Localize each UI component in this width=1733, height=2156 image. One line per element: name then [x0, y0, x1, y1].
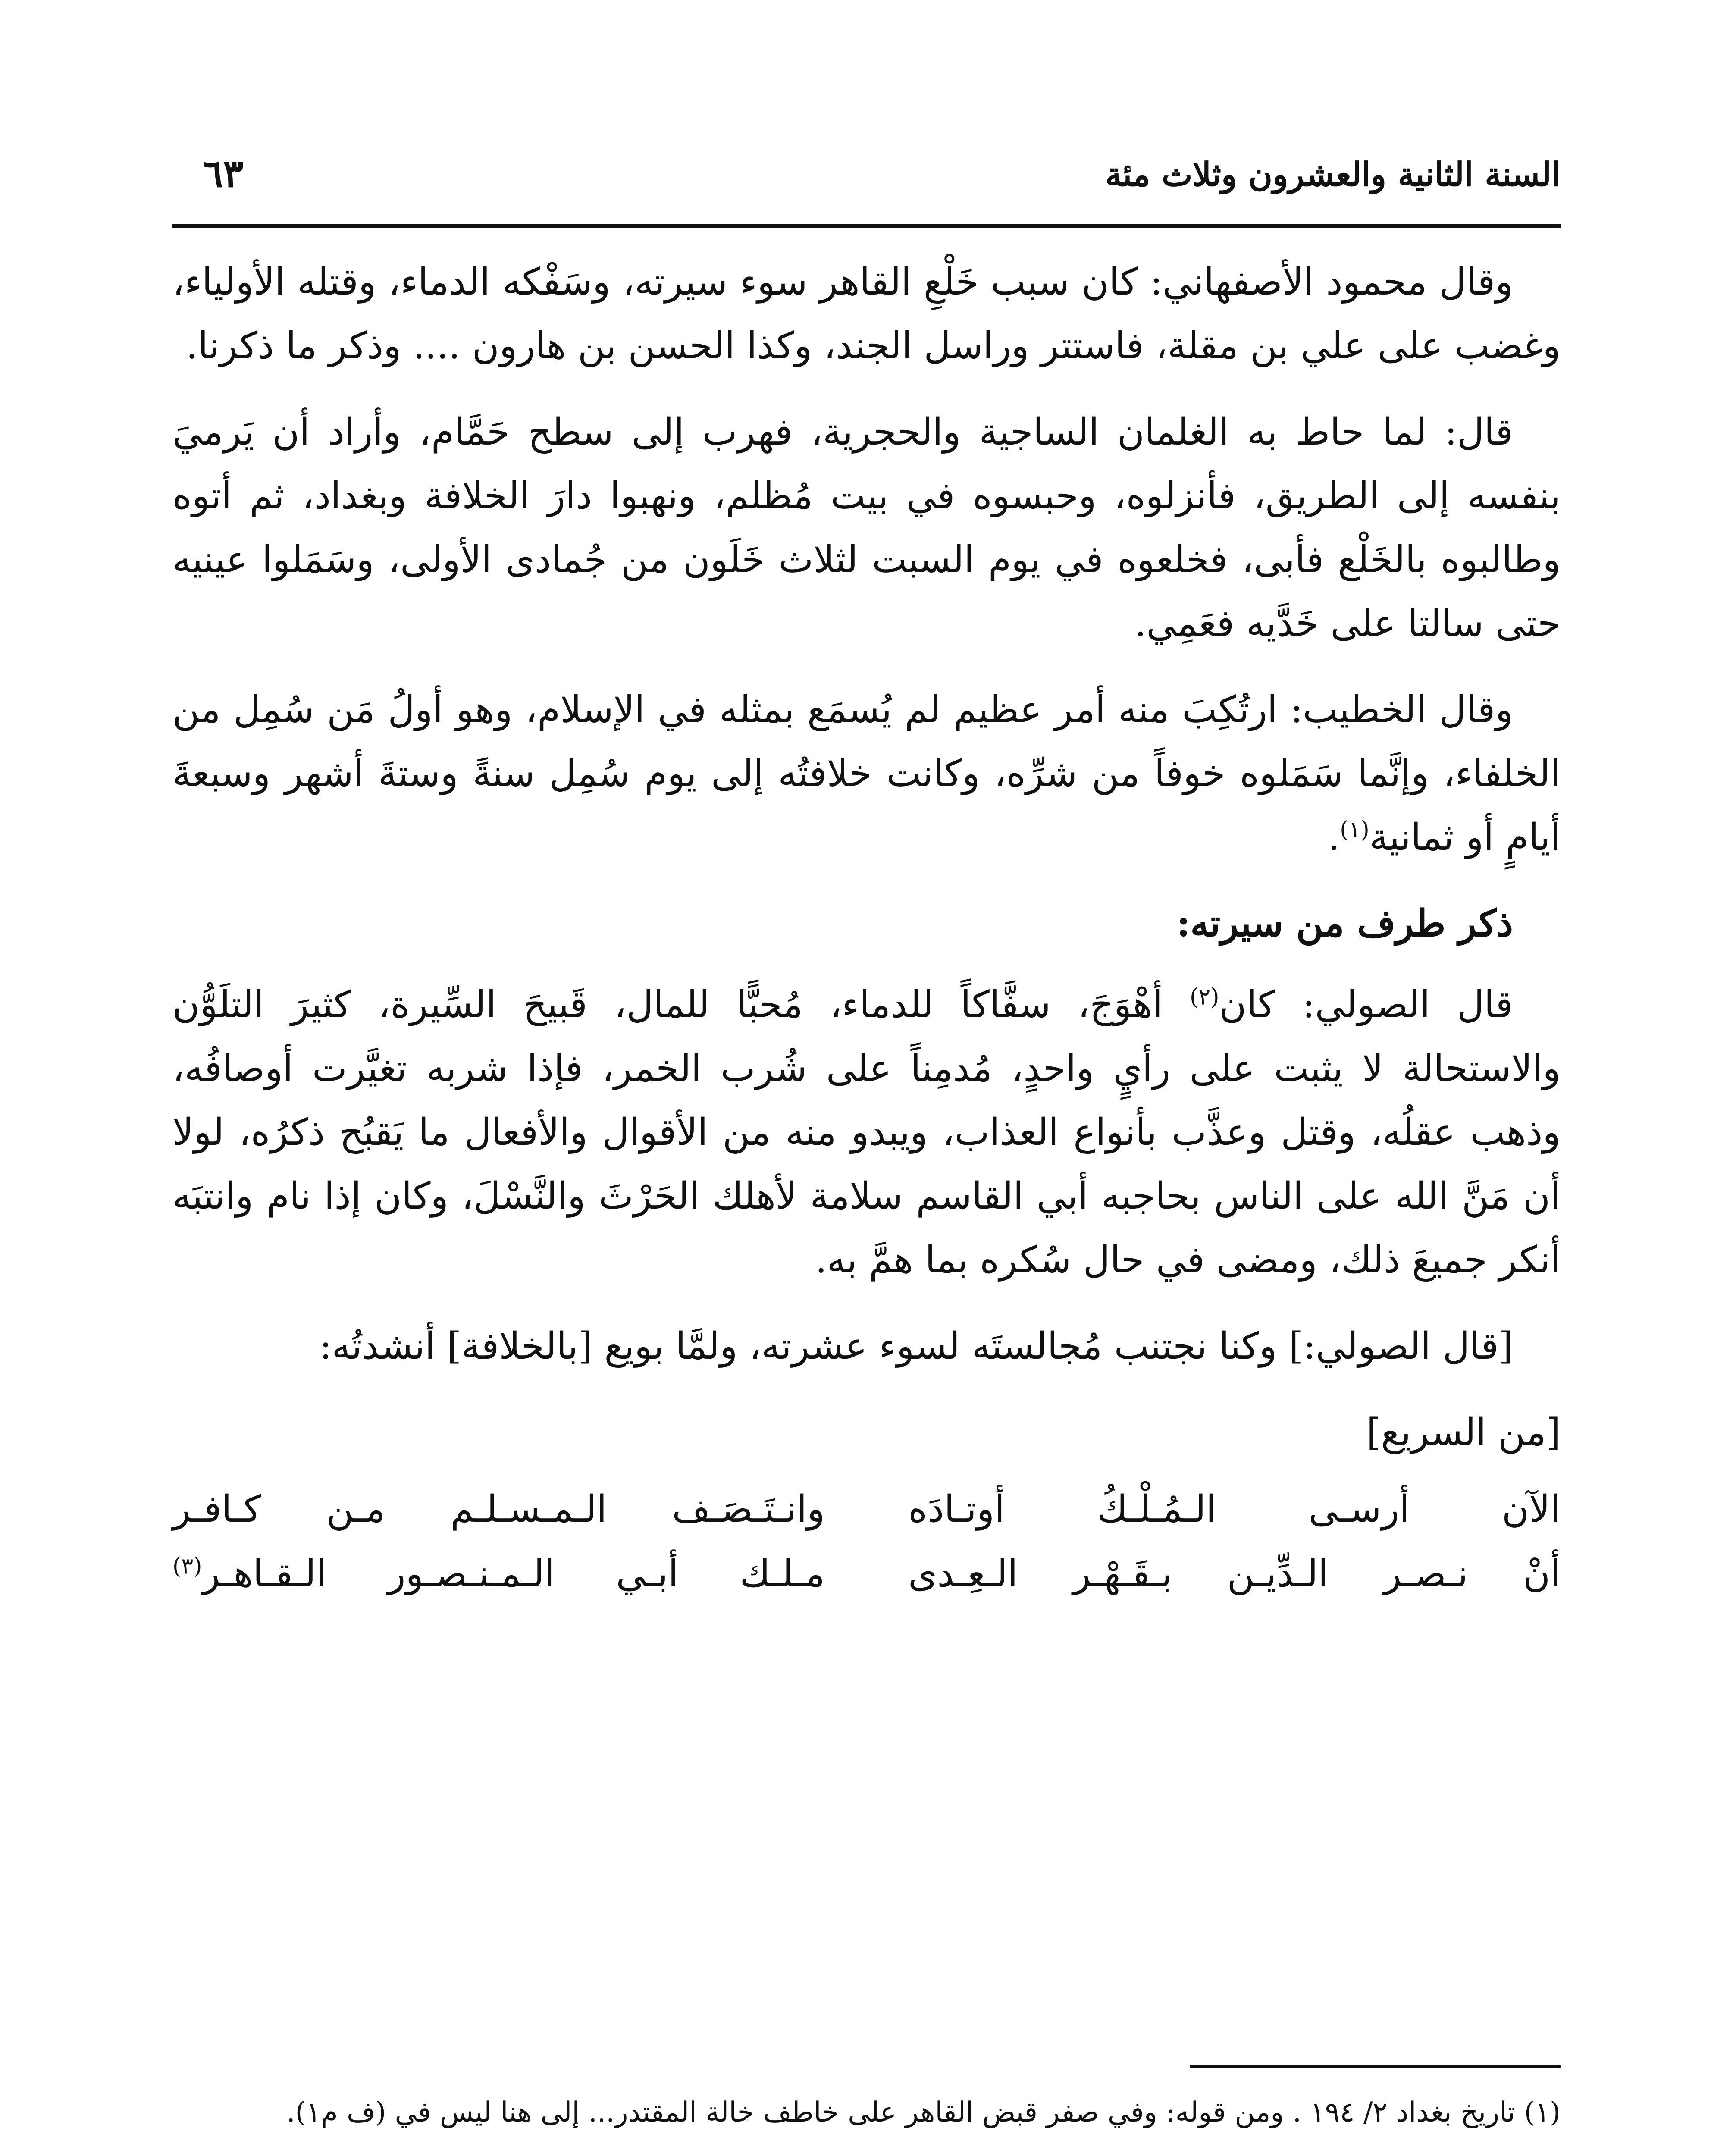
- verse-2-first-hemistich: أنْ نـصـر الـدِّيـن بـقَـهْـر الـعِـدى: [908, 1552, 1561, 1595]
- paragraph-khatib-end: .: [1328, 816, 1340, 859]
- footnote-ref-2: (٢): [1190, 984, 1219, 1010]
- verse-1-second-hemistich: وانـتَـصَـف الـمـسـلـم مـن كـافـر: [172, 1488, 825, 1531]
- paragraph-suli-start: قال الصولي: كان: [1219, 983, 1513, 1026]
- paragraph-khatib: [172, 678, 1561, 869]
- verse-line-1: [172, 1477, 1561, 1542]
- paragraph-deposition: قال: لما حاط به الغلمان الساجية والحجرية، فهرب إلى سطح حَمَّام، وأراد أن يَرميَ بنفسه إلى الطريق، فأنزلوه، وحبسوه في بيت مُظلم، ونهبوا دارَ الخلافة وبغداد، ثم أتوه وطالبوه بالخَلْع فأبى، فخلعوه في يوم السبت لثلاث خَلَون من جُمادى الأولى، وسَمَلوا عينيه حتى سالتا على خَدَّيه فعَمِي.: [172, 411, 1561, 645]
- footnote-1: (١) تاريخ بغداد ٢/ ١٩٤ . ومن قوله: وفي صفر قبض القاهر على خاطف خالة المقتدر... إلى هنا ليس في (ف م١).: [286, 2096, 1561, 2128]
- verse-1-first-hemistich: الآن أرسـى الـمُـلْـكُ أوتـادَه: [908, 1488, 1561, 1531]
- footnotes: [172, 2087, 1561, 2156]
- page-header: [172, 142, 1561, 224]
- footnote-ref-1: (١): [1340, 817, 1369, 843]
- running-title: السنة الثانية والعشرون وثلاث مئة: [1105, 155, 1561, 194]
- verse-2-second-hemistich: مـلـك أبـي الـمـنـصـور الـقـاهـر: [202, 1552, 825, 1595]
- paragraph-suli: [172, 973, 1561, 1292]
- footnote-2: [172, 2147, 1561, 2156]
- header-rule: [172, 224, 1561, 228]
- paragraph-suli-rest: أهْوَجَ، سفَّاكاً للدماء، مُحبًّا للمال، قَبيحَ السِّيرة، كثيرَ التلَوُّن والاستحالة لا يثبت على رأيٍ واحدٍ، مُدمِناً على شُرب الخمر، فإذا شربه تغيَّرت أوصافُه، وذهب عقلُه، وقتل وعذَّب بأنواع العذاب، ويبدو منه من الأقوال والأفعال ما يَقبُح ذكرُه، لولا أن مَنَّ الله على الناس بحاجبه أبي القاسم سلامة لأهلك الحَرْثَ والنَّسْلَ، وكان إذا نام وانتبَه أنكر جميعَ ذلك، ومضى في حال سُكره بما همَّ به.: [172, 983, 1561, 1282]
- poem-meter: [من السريع]: [1366, 1411, 1561, 1454]
- footnote-rule: [1190, 2065, 1561, 2068]
- section-heading: ذكر طرف من سيرته:: [1176, 902, 1513, 945]
- footnote-ref-3: (٣): [172, 1553, 202, 1579]
- page-number: ٦٣: [203, 151, 244, 196]
- verse-2-second-hemistich-wrap: [172, 1542, 825, 1607]
- paragraph-suli-poem-intro: [قال الصولي:] وكنا نجتنب مُجالستَه لسوء عشرته، ولمَّا بويع [بالخلافة] أنشدتُه:: [319, 1325, 1513, 1368]
- verse-line-2: [172, 1542, 1561, 1607]
- paragraph-isfahani: وقال محمود الأصفهاني: كان سبب خَلْعِ القاهر سوء سيرته، وسَفْكه الدماء، وقتله الأولياء، وغضب على علي بن مقلة، فاستتر وراسل الجند، وكذا الحسن بن هارون .... وذكر ما ذكرنا.: [172, 260, 1561, 367]
- main-text: [172, 250, 1561, 1607]
- paragraph-khatib-text: وقال الخطيب: ارتُكِبَ منه أمر عظيم لم يُسمَع بمثله في الإسلام، وهو أولُ مَن سُمِل من الخلفاء، وإنَّما سَمَلوه خوفاً من شرِّه، وكانت خلافتُه إلى يوم سُمِل سنةً وستةَ أشهر وسبعةَ أيامٍ أو ثمانية: [172, 688, 1561, 859]
